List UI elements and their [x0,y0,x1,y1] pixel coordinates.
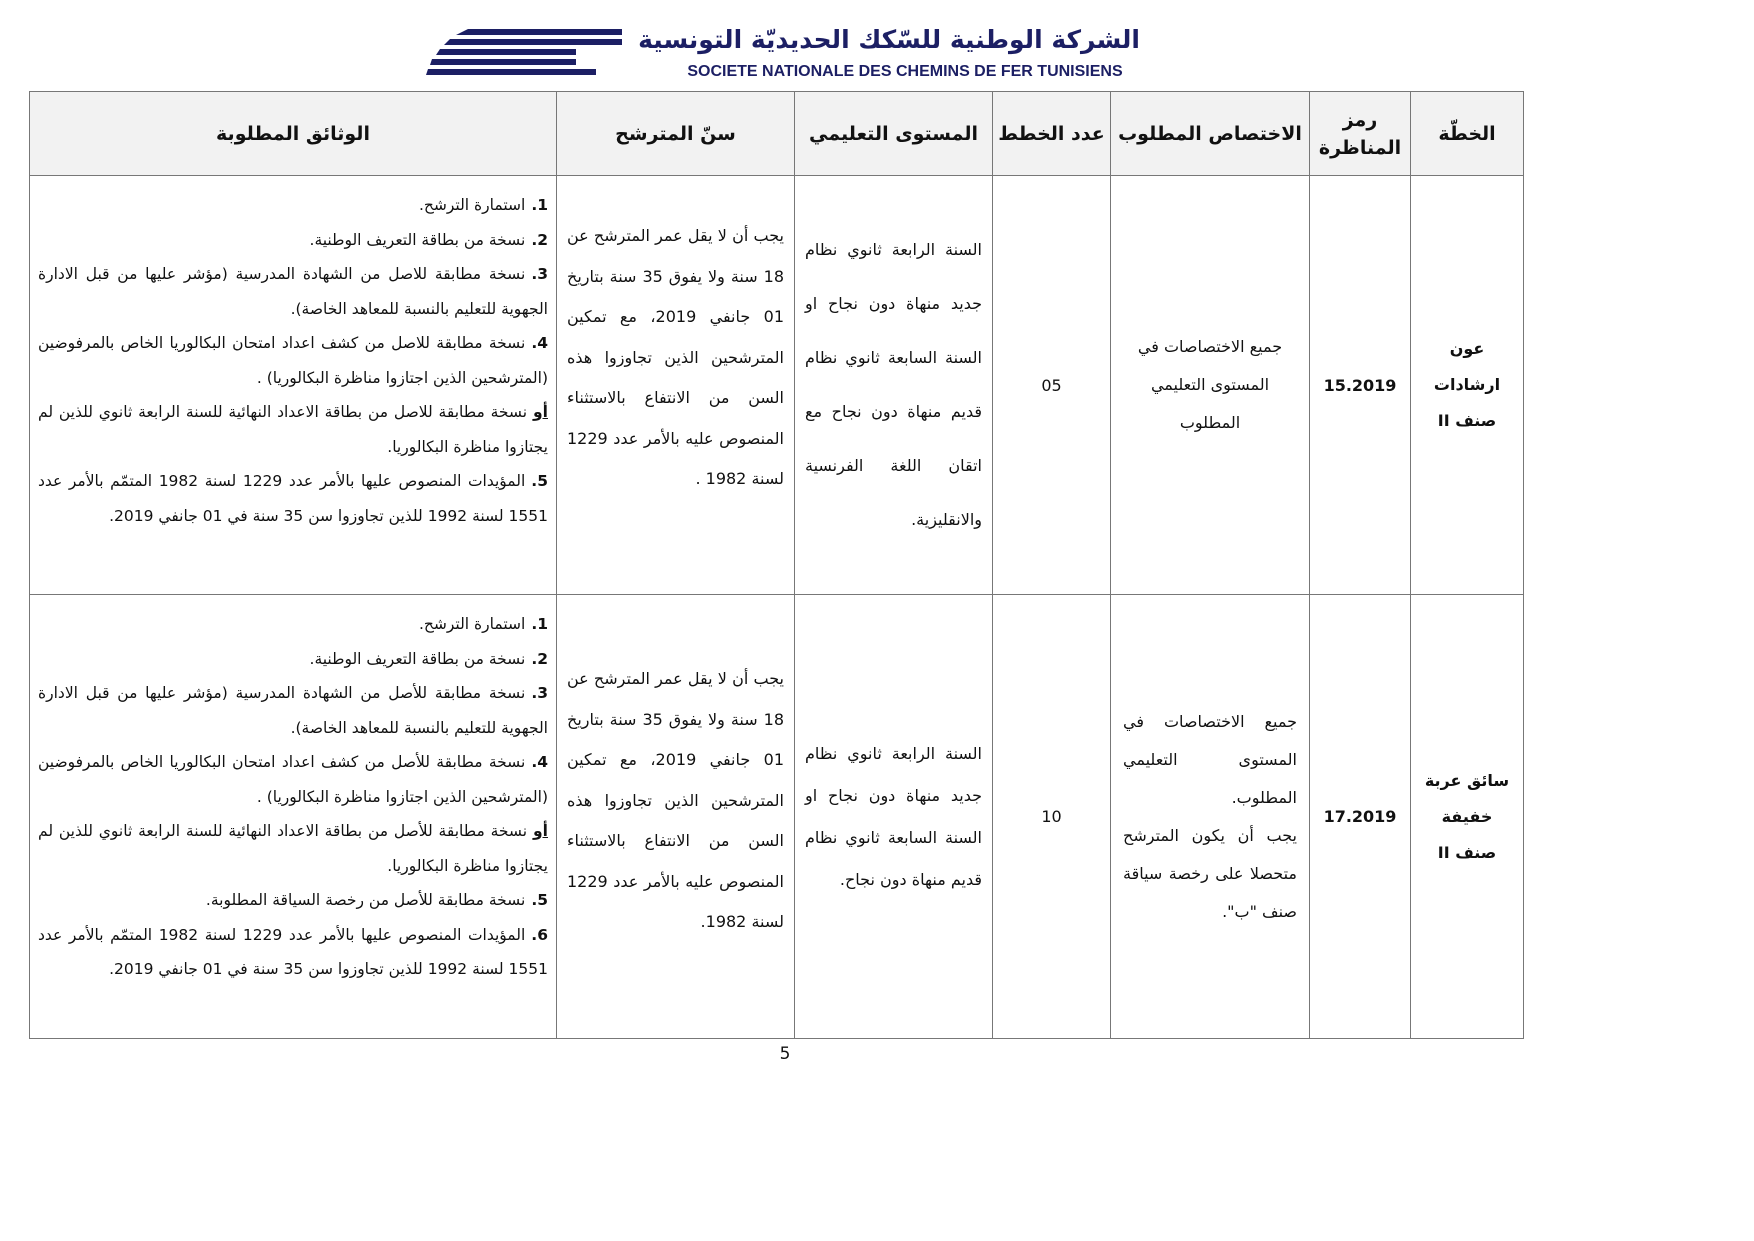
sncft-logo-icon [426,26,626,82]
required-documents-cell [30,595,557,1039]
specialty-line: يجب أن يكون المترشح متحصلا على رخصة سياقة صنف "ب". [1123,825,1297,921]
documents-list [38,188,548,533]
column-header-documents: الوثائق المطلوبة [30,92,557,176]
list-item [38,918,548,987]
item-number: 4. [531,334,548,352]
item-number: 6. [531,925,548,944]
item-text: نسخة مطابقة للأصل من كشف اعداد امتحان البكالوريا الخاص بالمرفوضين (المترشحين الذين اجتازوا مناظرة البكالوريا) . [38,753,548,806]
recruitment-table [29,91,1524,1039]
item-text: المؤيدات المنصوص عليها بالأمر عدد 1229 لسنة 1982 المتمّم بالأمر عدد 1551 لسنة 1992 للذين تجاوزوا سن 35 سنة في 01 جانفي 2019. [38,472,548,525]
specialty-cell [1111,595,1310,1039]
item-number: 5. [531,891,548,909]
column-header-level: المستوى التعليمي [795,92,993,176]
column-header-plan: الخطّة [1411,92,1524,176]
item-number: 2. [531,649,548,668]
list-item [38,188,548,223]
list-item [38,607,548,642]
list-item [38,676,548,745]
list-item [38,883,548,918]
list-item [38,745,548,814]
education-level-cell: السنة الرابعة ثانوي نظام جديد منهاة دون نجاح او السنة السابعة ثانوي نظام قديم منهاة دون نجاح. [795,595,993,1039]
item-text: نسخة من بطاقة التعريف الوطنية. [309,649,526,668]
item-text: نسخة مطابقة للأصل من بطاقة الاعداد النهائية للسنة الرابعة ثانوي للذين لم يجتازوا مناظرة البكالوريا. [38,822,548,875]
list-item [38,223,548,258]
table-header-row [30,92,1524,176]
item-number: 3. [531,265,548,283]
item-number: 4. [531,753,548,771]
item-text: نسخة مطابقة للاصل من الشهادة المدرسية (مؤشر عليها من قبل الادارة الجهوية للتعليم بالنسبة للمعاهد الخاصة). [38,265,548,318]
list-item [38,395,548,464]
item-number: 1. [531,196,548,214]
specialty-line: جميع الاختصاصات في المستوى التعليمي المطلوب. [1123,711,1297,807]
item-number: 3. [531,684,548,702]
page-number: 5 [779,1044,791,1064]
item-text: نسخة مطابقة للاصل من كشف اعداد امتحان البكالوريا الخاص بالمرفوضين (المترشحين الذين اجتازوا مناظرة البكالوريا) . [38,334,548,387]
item-text: استمارة الترشح. [418,196,526,214]
column-header-code: رمز المناظرة [1310,92,1411,176]
org-name-french: SOCIETE NATIONALE DES CHEMINS DE FER TUNISIENS [687,63,1123,80]
list-item [38,326,548,395]
specialty-cell: جميع الاختصاصات في المستوى التعليمي المطلوب [1111,176,1310,595]
item-or-marker: أو [533,403,548,421]
positions-count-cell: 05 [993,176,1111,595]
column-header-age: سنّ المترشح [557,92,795,176]
column-header-count: عدد الخطط [993,92,1111,176]
required-documents-cell [30,176,557,595]
item-text: نسخة من بطاقة التعريف الوطنية. [309,230,526,249]
plan-cell: سائق عربة خفيفة صنف II [1411,595,1524,1039]
contest-code-cell: 17.2019 [1310,595,1411,1039]
candidate-age-cell: يجب أن لا يقل عمر المترشح عن 18 سنة ولا يفوق 35 سنة بتاريخ 01 جانفي 2019، مع تمكين المترشحين الذين تجاوزوا هذه السن من الانتفاع بالاستثناء المنصوص عليه بالأمر عدد 1229 لسنة 1982 . [557,176,795,595]
list-item [38,257,548,326]
list-item [38,642,548,677]
org-name-arabic: الشركة الوطنية للسّكك الحديديّة التونسية [638,25,1140,54]
list-item [38,814,548,883]
item-number: 2. [531,230,548,249]
item-text: نسخة مطابقة للأصل من الشهادة المدرسية (مؤشر عليها من قبل الادارة الجهوية للتعليم بالنسبة للمعاهد الخاصة). [38,684,548,737]
item-text: نسخة مطابقة للاصل من بطاقة الاعداد النهائية للسنة الرابعة ثانوي للذين لم يجتازوا مناظرة البكالوريا. [38,403,548,456]
table-row [30,595,1524,1039]
table-row [30,176,1524,595]
item-number: 5. [531,472,548,490]
item-or-marker: أو [533,822,548,840]
document-header [420,20,1160,88]
documents-list [38,607,548,987]
item-text: المؤيدات المنصوص عليها بالأمر عدد 1229 لسنة 1982 المتمّم بالأمر عدد 1551 لسنة 1992 للذين تجاوزوا سن 35 سنة في 01 جانفي 2019. [38,925,548,978]
column-header-specialty: الاختصاص المطلوب [1111,92,1310,176]
education-level-cell: السنة الرابعة ثانوي نظام جديد منهاة دون نجاح او السنة السابعة ثانوي نظام قديم منهاة دون نجاح مع اتقان اللغة الفرنسية والانقليزية. [795,176,993,595]
plan-cell: عون ارشادات صنف II [1411,176,1524,595]
candidate-age-cell: يجب أن لا يقل عمر المترشح عن 18 سنة ولا يفوق 35 سنة بتاريخ 01 جانفي 2019، مع تمكين المترشحين الذين تجاوزوا هذه السن من الانتفاع بالاستثناء المنصوص عليه بالأمر عدد 1229 لسنة 1982. [557,595,795,1039]
item-text: استمارة الترشح. [418,615,526,633]
list-item [38,464,548,533]
positions-count-cell: 10 [993,595,1111,1039]
item-text: نسخة مطابقة للأصل من رخصة السياقة المطلوبة. [205,891,526,909]
contest-code-cell: 15.2019 [1310,176,1411,595]
item-number: 1. [531,615,548,633]
